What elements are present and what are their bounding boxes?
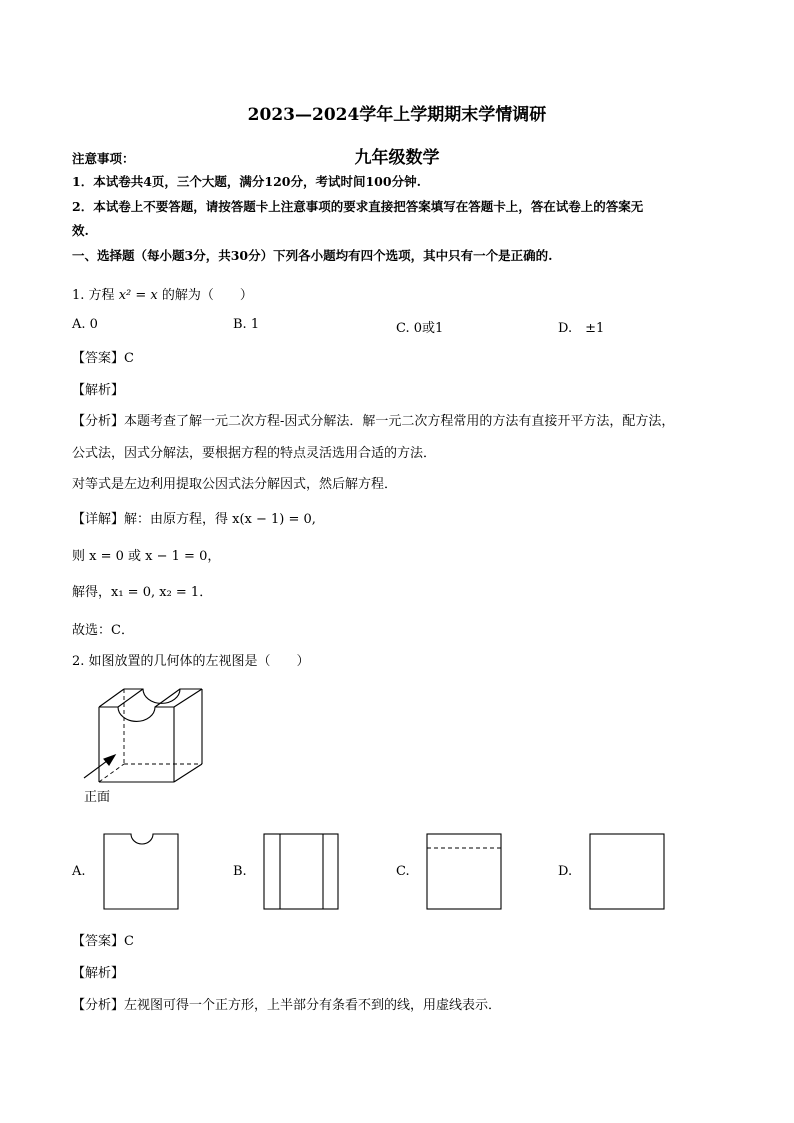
notice-item-2: 2．本试卷上不要答题，请按答题卡上注意事项的要求直接把答案填写在答题卡上，答在试卷上的答案无: [72, 199, 644, 214]
q2-front-label: 正面: [84, 790, 111, 805]
q2-analysis-label: 【解析】: [72, 966, 125, 981]
q1-stem-pre: 1. 方程: [72, 288, 115, 303]
q1-option-d: D. ±1: [558, 321, 605, 336]
page-subtitle: 九年级数学: [354, 148, 440, 168]
notice-item-1: 1．本试卷共4页，三个大题，满分120分，考试时间100分钟.: [72, 174, 421, 189]
q1-detail-line-4: 故选：C．: [72, 623, 134, 638]
q1-option-b: B. 1: [233, 317, 260, 332]
q2-option-c-label: C.: [396, 864, 410, 879]
q2-option-a-label: A.: [72, 864, 86, 879]
q2-stem: 2. 如图放置的几何体的左视图是（ ）: [72, 654, 310, 669]
notice-heading: 注意事项：: [72, 151, 135, 166]
q1-analysis-line-1: 【分析】本题考查了解一元二次方程-因式分解法．解一元二次方程常用的方法有直接开平方法，配方法，: [72, 414, 675, 429]
q1-analysis-line-2: 公式法，因式分解法，要根据方程的特点灵活选用合适的方法．: [72, 446, 437, 461]
q1-analysis-line-3: 对等式是左边利用提取公因式法分解因式，然后解方程．: [72, 477, 398, 492]
q1-detail-line-1: 【详解】解：由原方程，得 x(x − 1) = 0,: [72, 512, 316, 527]
q1-detail-line-3: 解得，x₁ = 0, x₂ = 1．: [72, 585, 213, 600]
section-1-heading: 一、选择题（每小题3分，共30分）下列各小题均有四个选项，其中只有一个是正确的.: [72, 248, 553, 263]
q2-answer: 【答案】C: [72, 934, 134, 949]
q1-detail-line-2: 则 x = 0 或 x − 1 = 0，: [72, 549, 221, 564]
notice-item-2-cont: 效.: [72, 223, 89, 238]
q2-analysis-line-1: 【分析】左视图可得一个正方形，上半部分有条看不到的线，用虚线表示．: [72, 998, 502, 1013]
q1-option-c: C. 0或1: [396, 321, 444, 336]
q1-answer: 【答案】C: [72, 351, 134, 366]
q2-option-d-label: D.: [558, 864, 573, 879]
q1-stem-post: 的解为（ ）: [161, 288, 253, 303]
q1-option-a: A. 0: [72, 317, 98, 332]
page-title: 2023—2024学年上学期期末学情调研: [247, 105, 547, 125]
q1-stem-equation: x² = x: [118, 288, 158, 303]
q1-analysis-label: 【解析】: [72, 383, 125, 398]
q2-option-b-label: B.: [233, 864, 247, 879]
